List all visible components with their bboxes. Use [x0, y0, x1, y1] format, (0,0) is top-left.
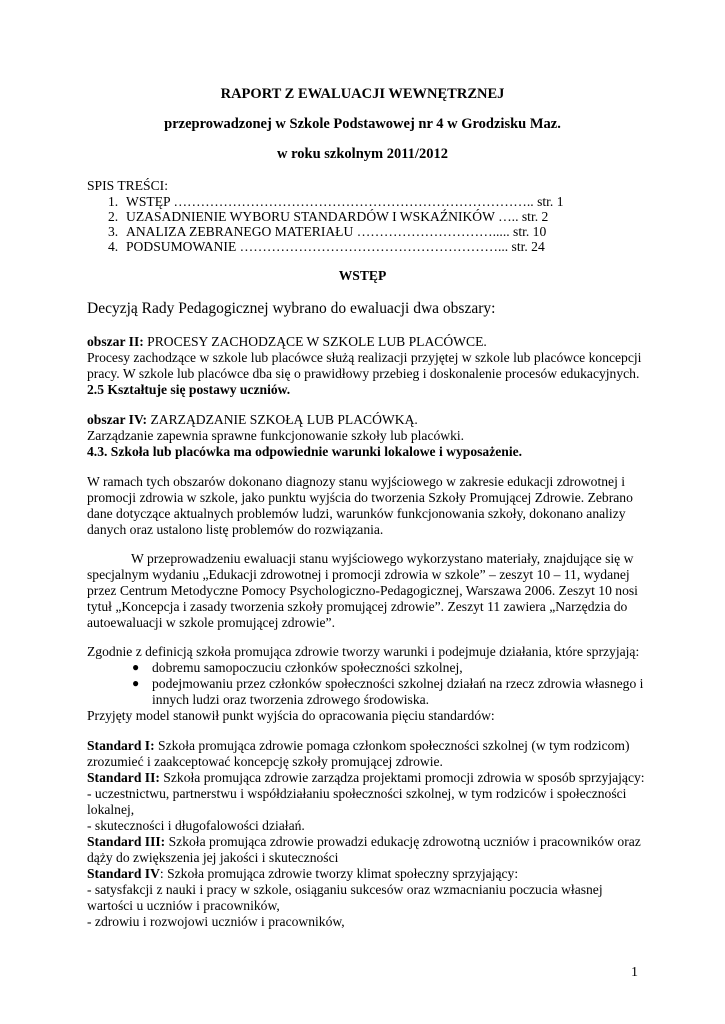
standard-line: zrozumieć i zaakceptować koncepcję szkoły promującej zdrowie. — [87, 754, 443, 769]
paragraph-line: tytuł „Koncepcja i zasady tworzenia szkoły promującej zdrowie”. Zeszyt 11 zawiera „Narzędzia do — [87, 599, 628, 614]
paragraph-line: autoewaluacji w szkole promującej zdrowie”. — [87, 615, 335, 630]
toc-item-number: 4. — [108, 239, 119, 254]
standard-4-text: : Szkoła promująca zdrowie tworzy klimat społeczny sprzyjający: — [159, 866, 519, 881]
standard-line: - zdrowiu i rozwojowi uczniów i pracowników, — [87, 914, 345, 929]
paragraph-line: W przeprowadzeniu ewaluacji stanu wyjściowego wykorzystano materiały, znajdujące się w — [131, 551, 634, 566]
toc-item-text: WSTĘP …………………………………………………………………….. str. 1 — [126, 194, 564, 209]
area-2-title — [87, 334, 487, 349]
bullet-icon: ● — [132, 660, 140, 674]
bullet-item: podejmowaniu przez członków społeczności szkolnej działań na rzecz zdrowia własnego i — [152, 676, 644, 691]
toc-heading: SPIS TREŚCI: — [87, 178, 168, 193]
intro-lead: Decyzją Rady Pedagogicznej wybrano do ewaluacji dwa obszary: — [87, 300, 496, 317]
standard-line: - uczestnictwu, partnerstwu i współdziałaniu społeczności szkolnej, w tym rodziców i społeczności — [87, 786, 627, 801]
toc-item-text: PODSUMOWANIE …………………………………………………... str. 24 — [126, 239, 545, 254]
standard-4-label: Standard IV — [87, 866, 160, 881]
standard-4 — [87, 866, 518, 881]
standard-line: - satysfakcji z nauki i pracy w szkole, osiąganiu sukcesów oraz wzmacnianiu poczucia własnej — [87, 882, 603, 897]
paragraph-line: Zgodnie z definicją szkoła promująca zdrowie tworzy warunki i podejmuje działania, które sprzyjają: — [87, 644, 640, 659]
standard-3-label: Standard III: — [87, 834, 166, 849]
area-2-label: obszar II: — [87, 334, 144, 349]
page-number: 1 — [631, 965, 638, 980]
paragraph-line: przez Centrum Metodyczne Pomocy Psychologiczno-Pedagogicznej, Warszawa 2006. Zeszyt 10 nosi — [87, 583, 638, 598]
report-title: RAPORT Z EWALUACJI WEWNĘTRZNEJ — [220, 86, 505, 102]
toc-item — [108, 239, 545, 254]
paragraph-line: dane dotyczące aktualnych problemów ludzi, warunków funkcjonowania szkoły, dokonano analizy — [87, 506, 626, 521]
area-4-description-line: Zarządzanie zapewnia sprawne funkcjonowanie szkoły lub placówki. — [87, 428, 465, 443]
standard-3-text: Szkoła promująca zdrowie prowadzi edukację zdrowotną uczniów i pracowników oraz — [165, 834, 641, 849]
standard-2-text: Szkoła promująca zdrowie zarządza projektami promocji zdrowia w sposób sprzyjający: — [159, 770, 645, 785]
area-4-label: obszar IV: — [87, 412, 148, 427]
area-4-title — [87, 412, 418, 427]
toc-item-number: 1. — [108, 194, 119, 209]
toc-item — [108, 224, 546, 239]
paragraph-line: Przyjęty model stanowił punkt wyjścia do opracowania pięciu standardów: — [87, 708, 495, 723]
paragraph-line: specjalnym wydaniu „Edukacji zdrowotnej i promocji zdrowia w szkole” – zeszyt 10 – 11, wydanej — [87, 567, 630, 582]
standard-2-label: Standard II: — [87, 770, 160, 785]
report-school-year: w roku szkolnym 2011/2012 — [277, 146, 448, 162]
standard-line: lokalnej, — [87, 802, 135, 817]
paragraph-line: danych oraz ustalono listę problemów do rozwiązania. — [87, 522, 384, 537]
bullet-item: dobremu samopoczuciu członków społeczności szkolnej, — [152, 660, 463, 675]
section-heading: WSTĘP — [338, 268, 387, 283]
standard-1-label: Standard I: — [87, 738, 155, 753]
bullet-icon: ● — [132, 676, 140, 690]
paragraph-line: promocji zdrowia w szkole, jako punktu wyjścia do tworzenia Szkoły Promującej Zdrowie. Zebrano — [87, 490, 633, 505]
toc-item — [108, 194, 564, 209]
standard-line: - skuteczności i długofalowości działań. — [87, 818, 305, 833]
toc-item — [108, 209, 548, 224]
area-4-standard: 4.3. Szkoła lub placówka ma odpowiednie warunki lokalowe i wyposażenie. — [87, 444, 523, 459]
standard-line: wartości u uczniów i pracowników, — [87, 898, 280, 913]
standard-3 — [87, 834, 641, 849]
toc-item-number: 3. — [108, 224, 119, 239]
area-2-description-line: pracy. W szkole lub placówce dba się o prawidłowy przebieg i doskonalenie procesów edukacyjnych. — [87, 366, 640, 381]
toc-item-text: UZASADNIENIE WYBORU STANDARDÓW I WSKAŹNIKÓW ….. str. 2 — [126, 209, 549, 224]
standard-1 — [87, 738, 630, 753]
area-2-name: PROCESY ZACHODZĄCE W SZKOLE LUB PLACÓWCE. — [143, 334, 487, 349]
standard-2 — [87, 770, 645, 785]
toc-item-number: 2. — [108, 209, 119, 224]
area-4-name: ZARZĄDZANIE SZKOŁĄ LUB PLACÓWKĄ. — [147, 412, 418, 427]
standard-1-text: Szkoła promująca zdrowie pomaga członkom społeczności szkolnej (w tym rodzicom) — [154, 738, 630, 753]
report-subtitle: przeprowadzonej w Szkole Podstawowej nr 4 w Grodzisku Maz. — [164, 116, 561, 132]
paragraph-line: W ramach tych obszarów dokonano diagnozy stanu wyjściowego w zakresie edukacji zdrowotnej i — [87, 474, 626, 489]
area-2-description-line: Procesy zachodzące w szkole lub placówce służą realizacji przyjętej w szkole lub placówce koncepcji — [87, 350, 642, 365]
toc-item-text: ANALIZA ZEBRANEGO MATERIAŁU …………………………..... str. 10 — [126, 224, 547, 239]
area-2-standard: 2.5 Kształtuje się postawy uczniów. — [87, 382, 291, 397]
standard-line: dąży do zwiększenia jej jakości i skuteczności — [87, 850, 339, 865]
bullet-item-continuation: innych ludzi oraz tworzenia zdrowego środowiska. — [152, 692, 430, 707]
